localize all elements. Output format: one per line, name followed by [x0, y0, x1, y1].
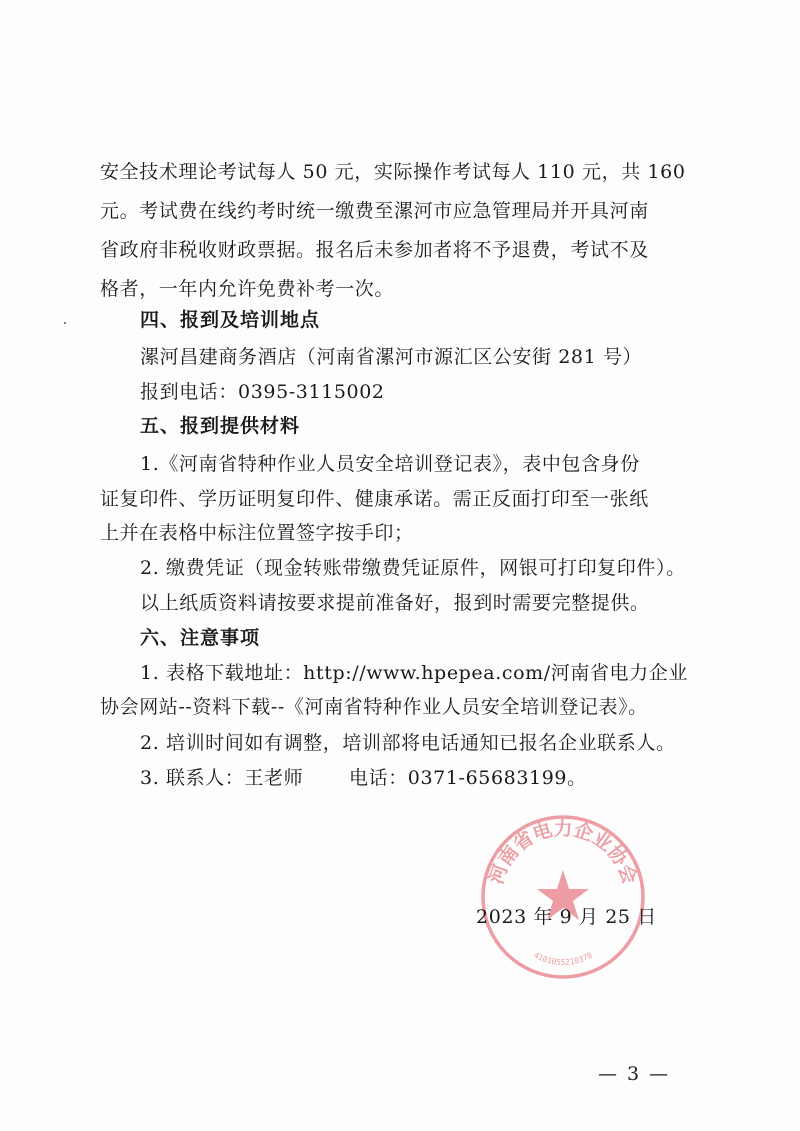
- document-date: 2023 年 9 月 25 日: [476, 906, 657, 928]
- seal-code-text: 4101055210370: [532, 950, 594, 967]
- address-text: 漯河昌建商务酒店（河南省漯河市源汇区公安街 281 号）: [140, 346, 643, 368]
- body-text-line: 格者，一年内允许免费补考一次。: [100, 278, 395, 300]
- official-seal-stamp: [478, 812, 648, 982]
- contact-text: 3. 联系人：王老师 电话：0371-65683199。: [140, 767, 587, 789]
- page-number: — 3 —: [598, 1063, 671, 1085]
- list-item-text: 上并在表格中标注位置签字按手印；: [100, 522, 414, 544]
- list-item-text: 1. 表格下载地址：http://www.hpepea.com/河南省电力企业: [140, 662, 688, 684]
- list-item-text: 2. 培训时间如有调整，培训部将电话通知已报名企业联系人。: [140, 732, 676, 754]
- list-item-text: 2. 缴费凭证（现金转账带缴费凭证原件，网银可打印复印件）。: [140, 557, 686, 579]
- scan-speck: [64, 322, 66, 324]
- body-text-line: 省政府非税收财政票据。报名后未参加者将不予退费，考试不及: [100, 239, 649, 261]
- list-item-text: 协会网站--资料下载--《河南省特种作业人员安全培训登记表》。: [100, 696, 648, 718]
- phone-text: 报到电话：0395-3115002: [140, 381, 385, 403]
- seal-name-text: 河南省电力企业协会: [485, 817, 641, 887]
- body-text-line: 安全技术理论考试每人 50 元，实际操作考试每人 110 元，共 160: [100, 161, 686, 183]
- list-item-text: 1.《河南省特种作业人员安全培训登记表》，表中包含身份: [140, 453, 640, 475]
- section-heading: 四、报到及培训地点: [140, 309, 321, 331]
- section-heading: 六、注意事项: [140, 627, 261, 649]
- section-heading: 五、报到提供材料: [140, 415, 301, 437]
- note-text: 以上纸质资料请按要求提前准备好，报到时需要完整提供。: [140, 592, 650, 614]
- body-text-line: 元。考试费在线约考时统一缴费至漯河市应急管理局并开具河南: [100, 200, 649, 222]
- list-item-text: 证复印件、学历证明复印件、健康承诺。需正反面打印至一张纸: [100, 488, 649, 510]
